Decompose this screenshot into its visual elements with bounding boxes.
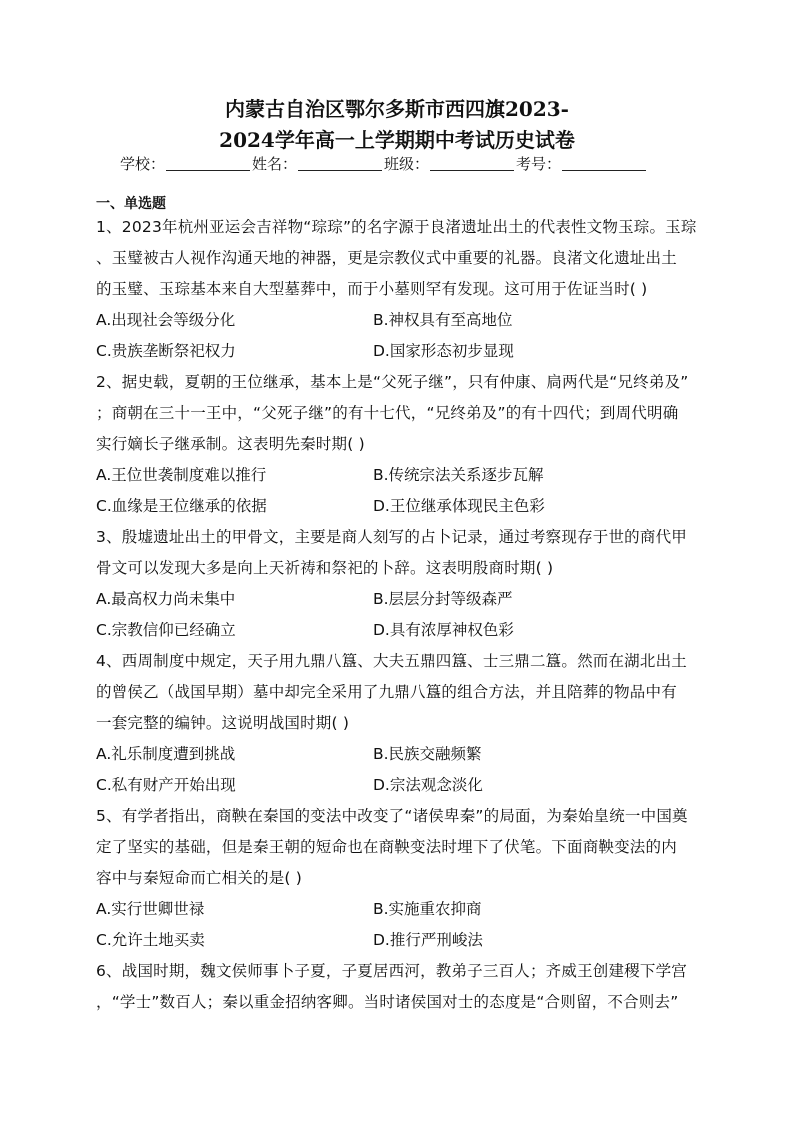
option-b: B.层层分封等级森严	[373, 590, 513, 608]
option-b: B.神权具有至高地位	[373, 311, 513, 329]
school-blank	[166, 156, 250, 171]
question-1	[96, 212, 706, 305]
question-4	[96, 646, 706, 739]
option-c: C.血缘是王位继承的依据	[96, 497, 267, 515]
class-blank	[430, 156, 514, 171]
question-line: 实行嫡长子继承制。这表明先秦时期( )	[96, 435, 365, 453]
question-2	[96, 367, 706, 460]
option-c: C.私有财产开始出现	[96, 776, 236, 794]
exam-title-line1: 内蒙古自治区鄂尔多斯市西四旗2023-	[225, 97, 569, 121]
question-line: 的曾侯乙（战国早期）墓中却完全采用了九鼎八簋的组合方法，并且陪葬的物品中有	[96, 683, 677, 701]
question-line: 2、据史载，夏朝的王位继承，基本上是“父死子继”，只有仲康、扃两代是“兄终弟及”	[96, 373, 689, 391]
question-line: 5、有学者指出，商鞅在秦国的变法中改变了“诸侯卑秦”的局面，为秦始皇统一中国奠	[96, 807, 688, 825]
question-line: ，“学士”数百人；秦以重金招纳客卿。当时诸侯国对士的态度是“合则留，不合则去”	[96, 993, 679, 1011]
question-line: 骨文可以发现大多是向上天祈祷和祭祀的卜辞。这表明殷商时期( )	[96, 559, 554, 577]
id-label: 考号：	[516, 155, 562, 173]
question-6	[96, 956, 706, 1018]
question-2-options	[96, 460, 706, 522]
name-blank	[298, 156, 382, 171]
option-a: A.礼乐制度遭到挑战	[96, 745, 236, 763]
student-info-row	[120, 153, 680, 175]
question-line: 4、西周制度中规定，天子用九鼎八簋、大夫五鼎四簋、士三鼎二簋。然而在湖北出土	[96, 652, 687, 670]
option-d: D.推行严刑峻法	[373, 931, 483, 949]
option-a: A.实行世卿世禄	[96, 900, 205, 918]
class-label: 班级：	[384, 155, 430, 173]
question-line: ；商朝在三十一王中，“父死子继”的有十七代，“兄终弟及”的有十四代；到周代明确	[96, 404, 679, 422]
question-5-options	[96, 894, 706, 956]
school-label: 学校：	[120, 155, 166, 173]
section-title: 一、单选题	[96, 196, 166, 212]
option-a: A.王位世袭制度难以推行	[96, 466, 267, 484]
question-4-options	[96, 739, 706, 801]
question-line: 定了坚实的基础，但是秦王朝的短命也在商鞅变法时埋下了伏笔。下面商鞅变法的内	[96, 838, 677, 856]
question-line: 3、殷墟遗址出土的甲骨文，主要是商人刻写的占卜记录，通过考察现存于世的商代甲	[96, 528, 687, 546]
option-d: D.国家形态初步显现	[373, 342, 514, 360]
option-a: A.最高权力尚未集中	[96, 590, 236, 608]
question-line: 6、战国时期，魏文侯师事卜子夏，子夏居西河，教弟子三百人；齐威王创建稷下学宫	[96, 962, 687, 980]
option-c: C.宗教信仰已经确立	[96, 621, 236, 639]
option-a: A.出现社会等级分化	[96, 311, 236, 329]
question-line: 1、2023年杭州亚运会吉祥物“琮琮”的名字源于良渚遗址出土的代表性文物玉琮。玉琮	[96, 218, 697, 236]
question-line: 、玉璧被古人视作沟通天地的神器，更是宗教仪式中重要的礼器。良渚文化遗址出土	[96, 249, 677, 267]
question-line: 容中与秦短命而亡相关的是( )	[96, 869, 303, 887]
option-b: B.民族交融频繁	[373, 745, 482, 763]
question-3	[96, 522, 706, 584]
exam-title-line2: 2024学年高一上学期期中考试历史试卷	[219, 128, 575, 152]
option-c: C.允许土地买卖	[96, 931, 205, 949]
question-3-options	[96, 584, 706, 646]
question-line: 的玉璧、玉琮基本来自大型墓葬中，而于小墓则罕有发现。这可用于佐证当时( )	[96, 280, 648, 298]
question-5	[96, 801, 706, 894]
option-d: D.宗法观念淡化	[373, 776, 483, 794]
question-line: 一套完整的编钟。这说明战国时期( )	[96, 714, 350, 732]
question-1-options	[96, 305, 706, 367]
name-label: 姓名：	[252, 155, 298, 173]
option-d: D.具有浓厚神权色彩	[373, 621, 514, 639]
option-b: B.传统宗法关系逐步瓦解	[373, 466, 544, 484]
option-d: D.王位继承体现民主色彩	[373, 497, 545, 515]
option-c: C.贵族垄断祭祀权力	[96, 342, 236, 360]
id-blank	[562, 156, 646, 171]
option-b: B.实施重农抑商	[373, 900, 482, 918]
